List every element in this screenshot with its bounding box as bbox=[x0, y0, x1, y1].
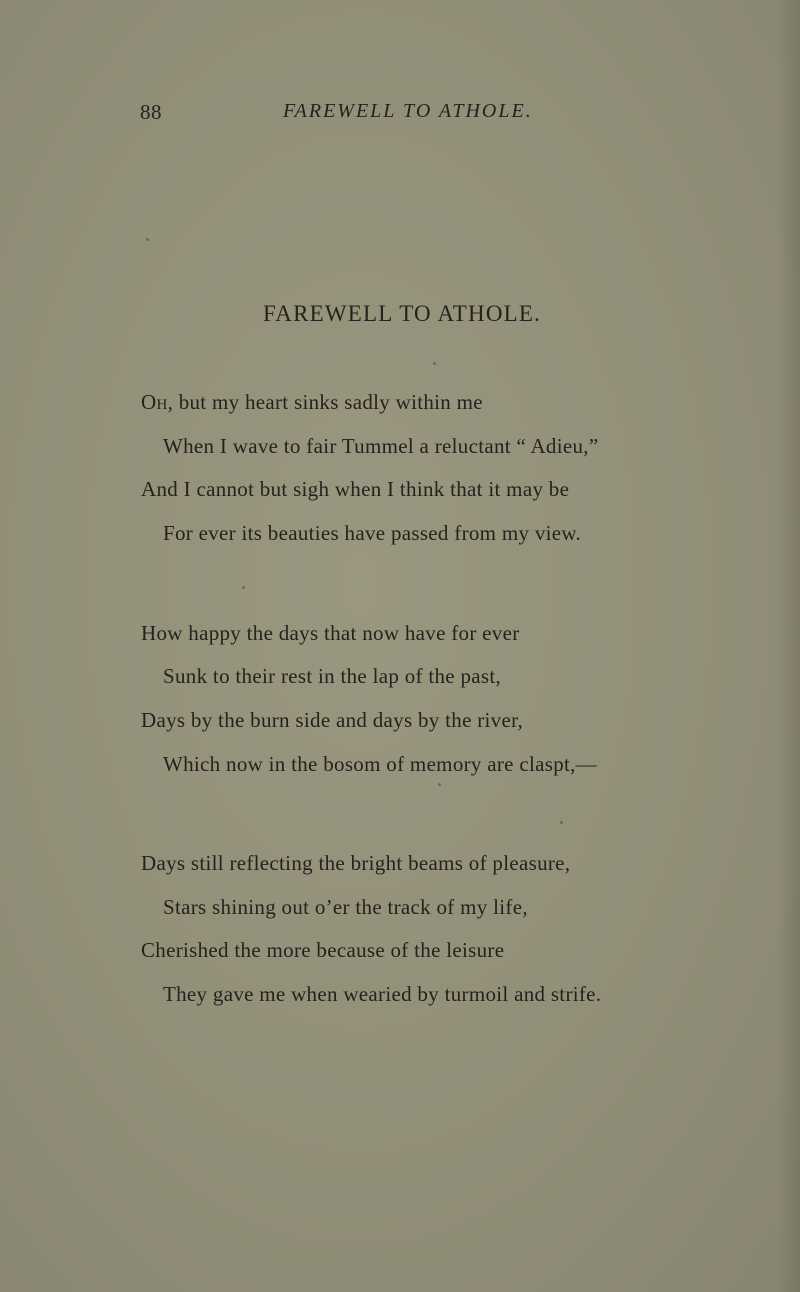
paper-speck bbox=[242, 586, 245, 589]
stanza-3-line-2: Stars shining out o’er the track of my life, bbox=[163, 895, 528, 919]
page-edge-shadow bbox=[778, 0, 800, 1292]
stanza-1-line-1 bbox=[141, 390, 483, 415]
paper-speck bbox=[146, 238, 149, 241]
stanza-3-line-3: Cherished the more because of the leisure bbox=[141, 938, 505, 962]
stanza-3-line-4: They gave me when wearied by turmoil and strife. bbox=[163, 982, 602, 1006]
paper-speck bbox=[560, 821, 563, 824]
paper-speck bbox=[433, 362, 436, 365]
stanza-1-line-4: For ever its beauties have passed from my view. bbox=[163, 521, 582, 545]
paper-speck bbox=[438, 783, 441, 786]
stanza-2-line-4: Which now in the bosom of memory are claspt,— bbox=[163, 752, 597, 776]
stanza-2-line-3: Days by the burn side and days by the river, bbox=[141, 708, 524, 732]
page-number: 88 bbox=[140, 100, 162, 124]
poem-title: FAREWELL TO ATHOLE. bbox=[263, 301, 542, 326]
stanza-2-line-2: Sunk to their rest in the lap of the past, bbox=[163, 664, 502, 688]
line-text: but my heart sinks sadly within me bbox=[173, 390, 483, 414]
small-caps-lead-word: Oh, bbox=[141, 390, 174, 414]
stanza-1-line-3: And I cannot but sigh when I think that it may be bbox=[141, 477, 570, 501]
stanza-1-line-2: When I wave to fair Tummel a reluctant “ Adieu,” bbox=[163, 434, 599, 458]
running-title: FAREWELL TO ATHOLE. bbox=[283, 100, 533, 122]
stanza-3-line-1: Days still reflecting the bright beams of pleasure, bbox=[141, 851, 571, 875]
stanza-2-line-1: How happy the days that now have for ever bbox=[141, 621, 520, 645]
